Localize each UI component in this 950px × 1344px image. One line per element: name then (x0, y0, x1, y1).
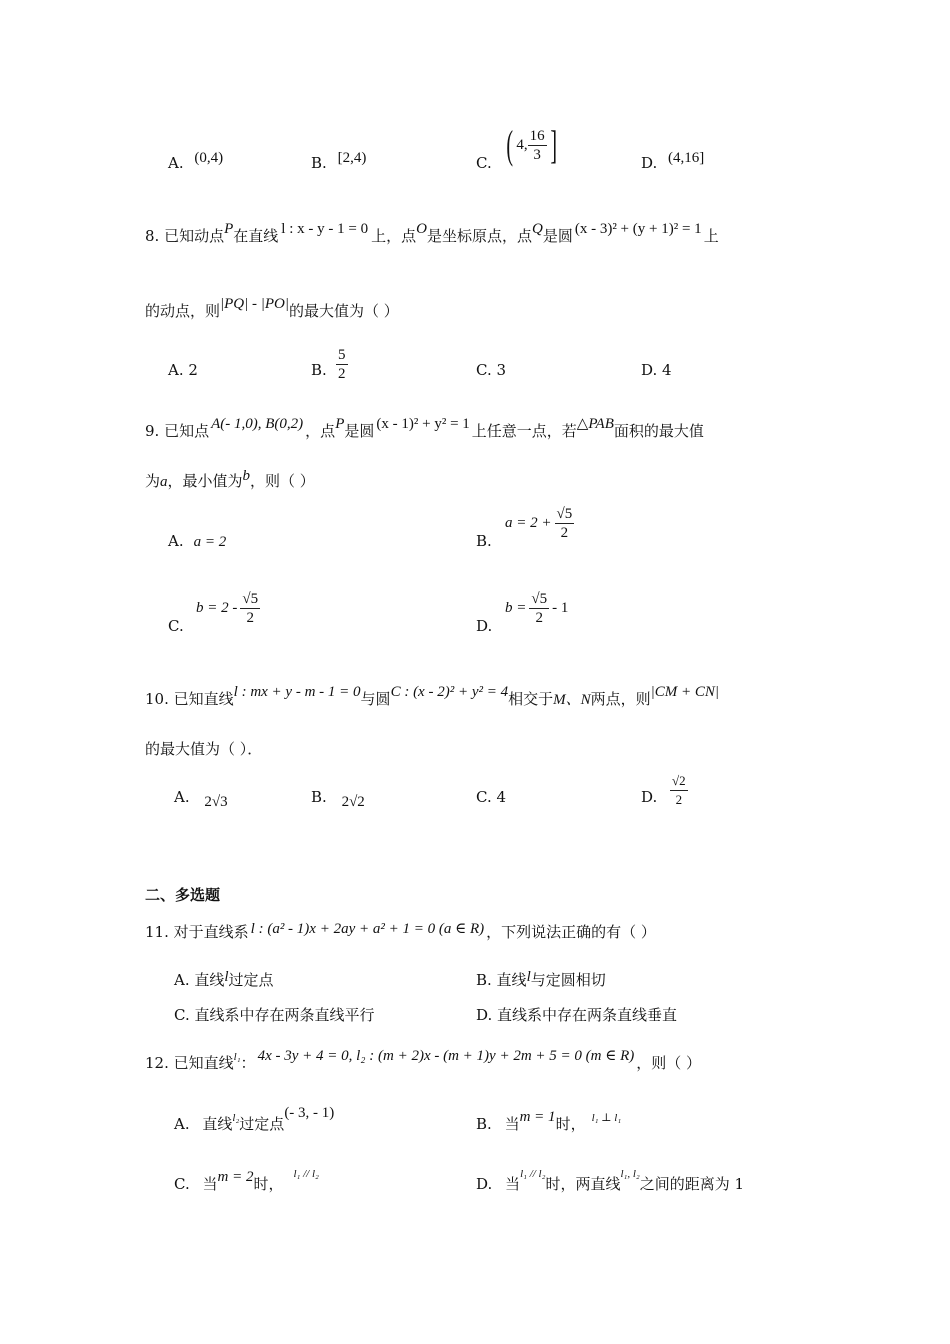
q9-stem-line2: 为a，最小值为b，则（ ） (145, 468, 315, 490)
q11-option-c: C. 直线系中存在两条直线平行 (174, 1006, 375, 1024)
q8-stem-line2: 的动点，则|PQ| - |PO|的最大值为（ ） (145, 296, 399, 320)
q12-option-c: C. 当m = 2时，$^{l_1 // l_2}$ (174, 1168, 319, 1193)
q7-option-a: A. (0,4) (168, 150, 224, 172)
q11-option-a: A. 直线l过定点 (174, 969, 274, 989)
q9-option-d-expr: b = $\frac{√5}{2}$ - 1 (505, 591, 569, 626)
q10-option-b: B. 2√2 (311, 788, 365, 810)
q7-option-d: D. (4,16] (641, 150, 705, 172)
section-title: 二、多选题 (145, 886, 221, 904)
q11-stem: 11. 对于直线系 l : (a² - 1)x + 2ay + a² + 1 = 0 (a ∈ R) ，下列说法正确的有（ ） (145, 921, 656, 941)
q8-option-c: C. 3 (476, 361, 507, 379)
q12-option-a: A. 直线$^{l_2}$过定点(- 3, - 1) (174, 1105, 335, 1133)
q9-option-a: A. a = 2 (168, 532, 227, 550)
q10-option-c: C. 4 (476, 788, 507, 806)
q10-option-d-fraction: $\frac{√2}{2}$ (672, 773, 686, 807)
q8-option-d: D. 4 (641, 361, 672, 379)
q11-option-b: B. 直线l与定圆相切 (476, 969, 606, 989)
q7-option-c-value: ( 4, $\frac{16}{3}$ ] (506, 122, 557, 167)
q7-option-c: C. (476, 154, 492, 172)
q12-stem: 12. 已知直线$^{l_1}$： 4x - 3y + 4 = 0, l₂ : (m + 2)x - (m + 1)y + 2m + 5 = 0 (m ∈ R) ，则（ ） (145, 1048, 702, 1072)
q12-option-d: D. 当$^{l_1 // l_2}$时，两直线$^{l_1, l_2}$之间的距离为 1 (476, 1168, 745, 1193)
q9-stem-line1: 9. 已知点 A(- 1,0), B(0,2) ，点P是圆 (x - 1)² + y² = 1 上任意一点，若△PAB面积的最大值 (145, 416, 704, 440)
q9-option-c: C. (168, 617, 184, 635)
q9-option-c-expr: b = 2 - $\frac{√5}{2}$ (196, 591, 259, 626)
q8-option-a: A. 2 (168, 361, 198, 379)
q12-option-b: B. 当m = 1时， $^{l_1 \perp l_1}$ (476, 1109, 622, 1133)
q9-option-b-expr: a = 2 + $\frac{√5}{2}$ (505, 506, 573, 541)
q10-stem-line1: 10. 已知直线l : mx + y - m - 1 = 0与圆C : (x - 2)² + y² = 4相交于M、N两点，则|CM + CN| (145, 684, 720, 708)
q9-option-d: D. (476, 617, 493, 635)
q8-stem-line1: 8. 已知动点P在直线 l : x - y - 1 = 0 上，点O是坐标原点，点Q是圆 (x - 3)² + (y + 1)² = 1 上 (145, 221, 719, 245)
q9-option-b: B. (476, 532, 492, 550)
q7-option-b: B. [2,4) (311, 150, 367, 172)
q8-option-b-fraction: $\frac{5}{2}$ (338, 347, 346, 382)
q10-stem-line2: 的最大值为（ ）． (145, 740, 263, 758)
q10-option-d: D. (641, 788, 658, 806)
q8-option-b: B. (311, 361, 327, 379)
q10-option-a: A. 2√3 (174, 788, 228, 810)
q11-option-d: D. 直线系中存在两条直线垂直 (476, 1006, 678, 1024)
